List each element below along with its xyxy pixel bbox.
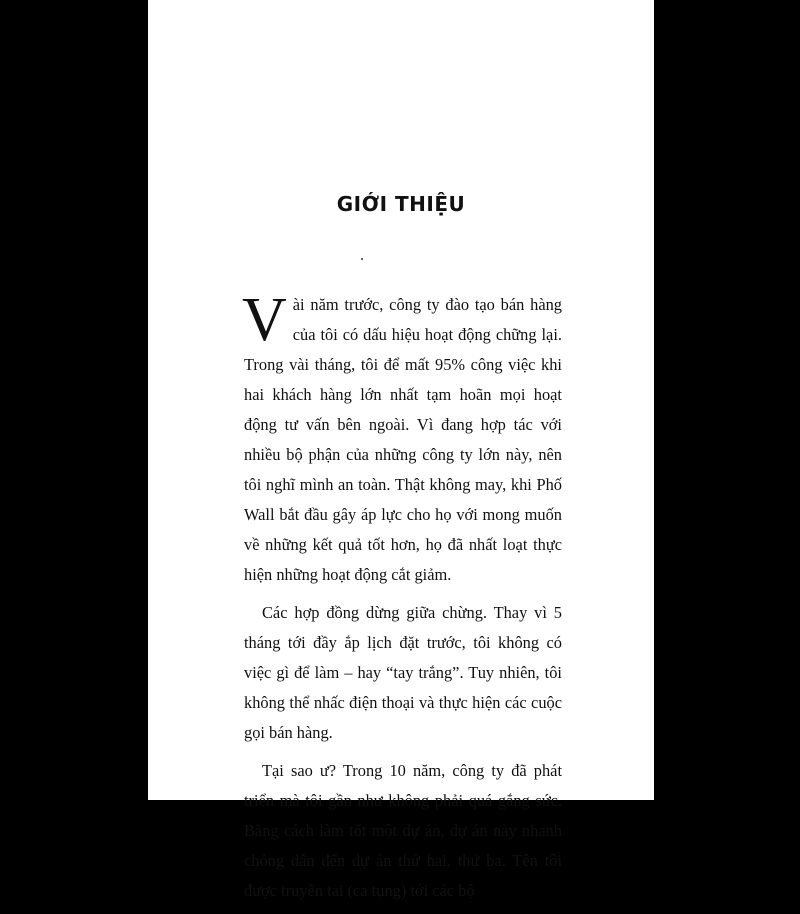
paragraph-3: Tại sao ư? Trong 10 năm, công ty đã phát triển mà tôi gần như không phải quá gắng sức. Bằng cách làm tốt một dự án, dự án này nhanh chóng dẫn đến dự án thứ hai, thứ ba. Tên tôi được truyền tai (ca tụng) tới các bộ: [244, 761, 562, 900]
paragraph-1: [242, 286, 562, 590]
drop-cap: V: [242, 286, 287, 354]
book-page: [148, 0, 654, 900]
paragraph-2: Các hợp đồng dừng giữa chừng. Thay vì 5 tháng tới đầy ắp lịch đặt trước, tôi không có việc gì để làm – hay “tay trắng”. Tuy nhiên, tôi không thể nhấc điện thoại và thực hiện các cuộc gọi bán hàng.: [244, 603, 562, 742]
body-text: [242, 286, 562, 914]
ornament-dot: [361, 258, 363, 260]
paragraph-1-text: ài năm trước, công ty đào tạo bán hàng của tôi có dấu hiệu hoạt động chững lại. Trong vài tháng, tôi để mất 95% công việc khi hai khách hàng lớn nhất tạm hoãn mọi hoạt động tư vấn bên ngoài. Vì đang hợp tác với nhiều bộ phận của những công ty lớn này, nên tôi nghĩ mình an toàn. Thật không may, khi Phố Wall bắt đầu gây áp lực cho họ với mong muốn về những kết quả tốt hơn, họ đã nhất loạt thực hiện những hoạt động cắt giảm.: [244, 295, 562, 584]
chapter-title: GIỚI THIỆU: [336, 192, 466, 216]
